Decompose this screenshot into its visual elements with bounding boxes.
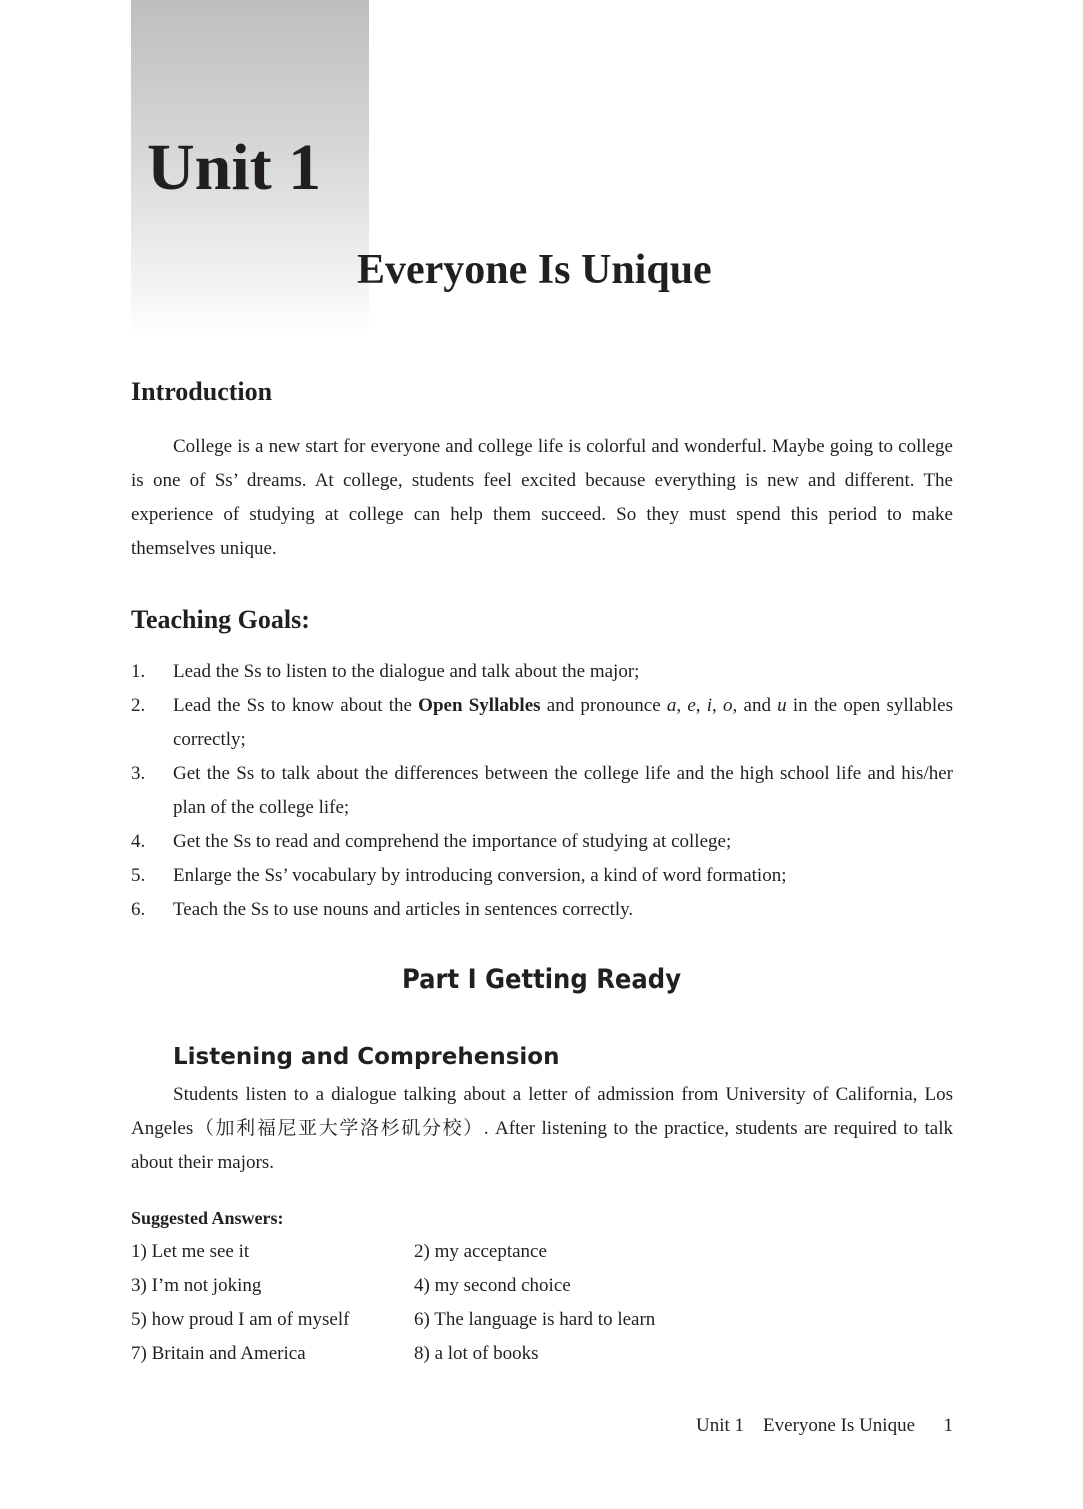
answer-item: 4) my second choice bbox=[414, 1275, 571, 1296]
part-title: Part I Getting Ready bbox=[401, 964, 682, 995]
goal-text: Lead the Ss to listen to the dialogue and talk about the major; bbox=[173, 661, 640, 682]
goal-item bbox=[131, 825, 953, 859]
goal-item: 2. Lead the Ss to know about the Open Syllables and pronounce a, e, i, o, and u in the open syllables correctly; bbox=[131, 689, 953, 757]
vowel-e: e bbox=[687, 695, 696, 716]
goal-item bbox=[131, 655, 953, 689]
goal-item bbox=[131, 893, 953, 927]
vowel-i: i bbox=[706, 695, 713, 716]
vowel-o: o bbox=[723, 695, 733, 716]
chapter-title: Everyone Is Unique bbox=[357, 247, 712, 293]
goal-number: 1. bbox=[131, 661, 146, 682]
answer-row bbox=[131, 1235, 831, 1269]
answer-item: 5) how proud I am of myself bbox=[131, 1309, 350, 1330]
teaching-goals-heading: Teaching Goals: bbox=[131, 605, 310, 634]
answer-item: 7) Britain and America bbox=[131, 1343, 306, 1364]
suggested-answers-list bbox=[131, 1235, 831, 1371]
goal-text: Get the Ss to talk about the differences between the college life and the high school life and his/her plan of the college life; bbox=[173, 763, 953, 818]
vowel-u: u bbox=[777, 695, 787, 716]
goal-text-bold: Open Syllables bbox=[418, 695, 541, 716]
goal-number: 6. bbox=[131, 899, 146, 920]
answer-row bbox=[131, 1337, 831, 1371]
answer-item: 2) my acceptance bbox=[414, 1241, 547, 1262]
page-footer bbox=[696, 1410, 953, 1442]
listening-paragraph: Students listen to a dialogue talking about a letter of admission from University of California, Los Angeles（加利福尼亚大学洛杉矶分校）. After listening to the practice, students are required to talk about their majors. bbox=[131, 1084, 953, 1173]
goal-text: Teach the Ss to use nouns and articles in sentences correctly. bbox=[173, 899, 634, 920]
goal-number: 5. bbox=[131, 865, 146, 886]
answer-item: 1) Let me see it bbox=[131, 1241, 250, 1262]
answer-item: 6) The language is hard to learn bbox=[414, 1309, 656, 1330]
introduction-paragraph: College is a new start for everyone and college life is colorful and wonderful. Maybe going to college is one of Ss’ dreams. At college, students feel excited because everything is new and different. The experience of studying at college can help them succeed. So they must spend this period to make themselves unique. bbox=[131, 436, 953, 559]
vowel-a: a bbox=[666, 695, 677, 716]
goal-number: 4. bbox=[131, 831, 146, 852]
goal-text: Enlarge the Ss’ vocabulary by introducing conversion, a kind of word formation; bbox=[173, 865, 787, 886]
goal-text-mid: and pronounce bbox=[540, 695, 667, 716]
running-head: Unit 1 Everyone Is Unique bbox=[696, 1415, 915, 1436]
goal-item bbox=[131, 859, 953, 893]
answer-item: 8) a lot of books bbox=[414, 1343, 539, 1364]
teaching-goals-list bbox=[131, 655, 953, 927]
goal-text: Get the Ss to read and comprehend the importance of studying at college; bbox=[173, 831, 732, 852]
goal-item bbox=[131, 757, 953, 825]
goal-text-post: in the open syllables correctly; bbox=[173, 695, 953, 750]
goal-number: 2. bbox=[131, 695, 146, 716]
suggested-answers-label: Suggested Answers: bbox=[131, 1208, 284, 1228]
introduction-heading: Introduction bbox=[131, 377, 273, 406]
goal-number: 3. bbox=[131, 763, 146, 784]
listening-heading: Listening and Comprehension bbox=[173, 1044, 560, 1070]
goal-text-pre: Lead the Ss to know about the bbox=[173, 695, 419, 716]
answer-row bbox=[131, 1303, 831, 1337]
answer-row bbox=[131, 1269, 831, 1303]
unit-label: Unit 1 bbox=[147, 131, 322, 204]
answer-item: 3) I’m not joking bbox=[131, 1275, 262, 1296]
page-number: 1 bbox=[943, 1415, 953, 1436]
